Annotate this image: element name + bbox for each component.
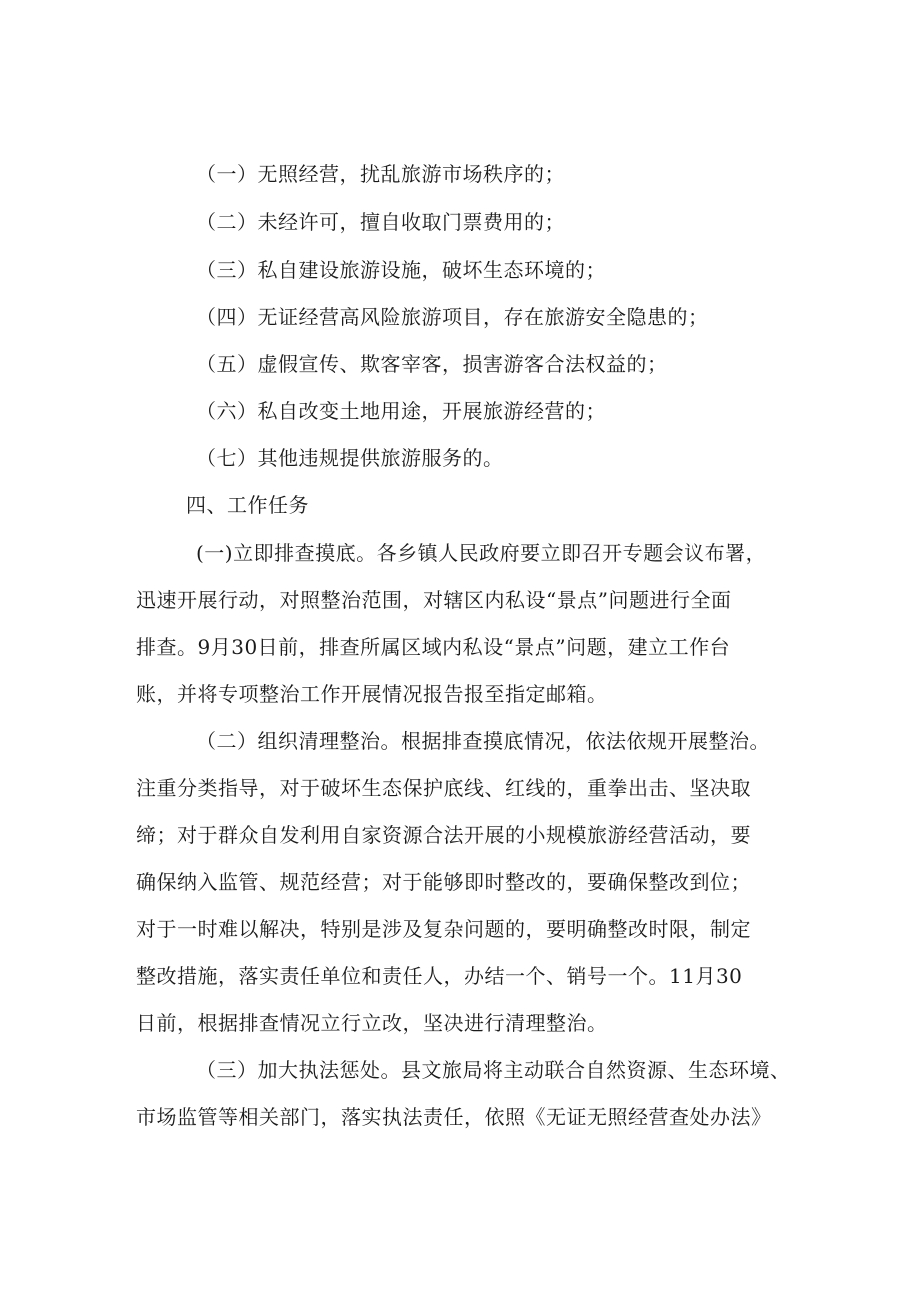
- section-heading: 四、工作任务: [186, 493, 309, 517]
- paragraph-line: （二）组织清理整治。根据排查摸底情况，依法依规开展整治。: [196, 729, 770, 753]
- list-item: （七）其他违规提供旅游服务的。: [196, 446, 504, 470]
- paragraph-line: 注重分类指导，对于破坏生态保护底线、红线的，重拳出击、坚决取: [136, 776, 751, 800]
- paragraph-line: 迅速开展行动，对照整治范围，对辖区内私设“景点”问题进行全面: [136, 588, 732, 612]
- list-item: （五）虚假宣传、欺客宰客，损害游客合法权益的；: [196, 352, 668, 376]
- paragraph-line: 账，并将专项整治工作开展情况报告报至指定邮箱。: [136, 682, 608, 706]
- paragraph-line: 确保纳入监管、规范经营；对于能够即时整改的，要确保整改到位；: [136, 870, 751, 894]
- list-item: （三）私自建设旅游设施，破坏生态环境的；: [196, 258, 606, 282]
- list-item: （一）无照经营，扰乱旅游市场秩序的；: [196, 162, 565, 186]
- list-item: （四）无证经营高风险旅游项目，存在旅游安全隐患的；: [196, 305, 709, 329]
- paragraph-line: 整改措施，落实责任单位和责任人，办结一个、销号一个。11月30: [136, 964, 743, 988]
- list-item: （六）私自改变土地用途，开展旅游经营的；: [196, 399, 606, 423]
- list-item: （二）未经许可，擅自收取门票费用的；: [196, 210, 565, 234]
- paragraph-line: 日前，根据排查情况立行立改，坚决进行清理整治。: [136, 1011, 608, 1035]
- paragraph-line: 缔；对于群众自发利用自家资源合法开展的小规模旅游经营活动，要: [136, 823, 751, 847]
- paragraph-line: 排查。9月30日前，排查所属区域内私设“景点”问题，建立工作台: [136, 635, 731, 659]
- paragraph-line: (一)立即排查摸底。各乡镇人民政府要立即召开专题会议布署，: [196, 541, 767, 565]
- paragraph-line: 市场监管等相关部门，落实执法责任，依照《无证无照经营查处办法》: [136, 1105, 772, 1129]
- paragraph-line: 对于一时难以解决，特别是涉及复杂问题的，要明确整改时限，制定: [136, 917, 751, 941]
- paragraph-line: （三）加大执法惩处。县文旅局将主动联合自然资源、生态环境、: [196, 1058, 791, 1082]
